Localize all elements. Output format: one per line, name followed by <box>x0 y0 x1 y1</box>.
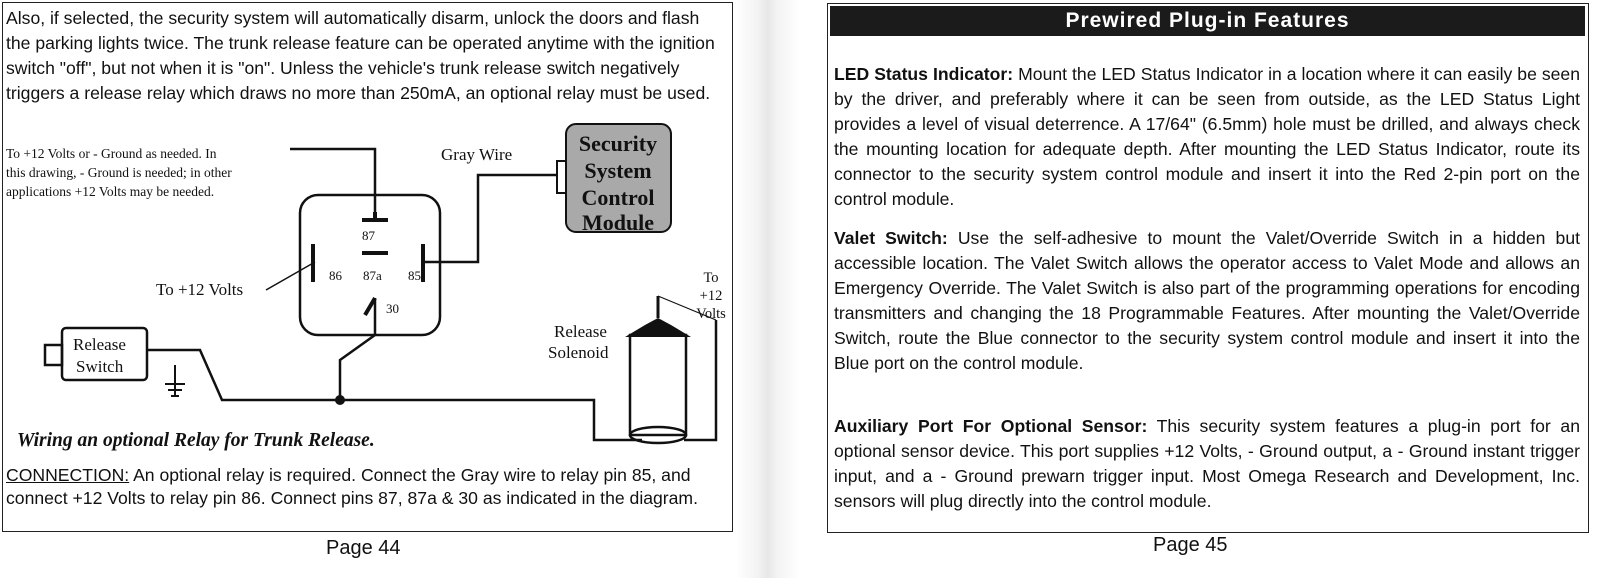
pin-30-label: 30 <box>386 301 399 316</box>
gray-wire <box>422 175 558 262</box>
left-page <box>0 0 735 578</box>
section-header: Prewired Plug-in Features <box>830 6 1585 36</box>
pin-87a-label: 87a <box>363 268 382 283</box>
feature-valet-switch <box>834 226 1580 376</box>
feature-title: Auxiliary Port For Optional Sensor: <box>834 416 1148 436</box>
module-line-1: Security <box>578 131 658 156</box>
gray-wire-label: Gray Wire <box>441 145 513 164</box>
to-12-volts-label: To +12 Volts <box>156 280 244 299</box>
feature-text: Mount the LED Status Indicator in a location where it can easily be seen by the driver, and preferably where it can be seen from outside, as the LED Status Light provides a level of visual deterrence. A 17/64" (6.5mm) hole must be drilled, and always check the mounting location for adequate depth. After mounting the LED Status Indicator, route its connector to the security system control module and insert it into the Red 2-pin port on the control module. <box>834 64 1581 209</box>
feature-led-status <box>834 62 1580 212</box>
page-number-right: Page 45 <box>1153 534 1228 556</box>
pin-87-label: 87 <box>362 228 375 243</box>
release-switch-line-2: Switch <box>76 357 124 376</box>
right-page <box>800 0 1617 578</box>
feature-auxiliary-port <box>834 414 1580 514</box>
right-page-frame <box>827 3 1589 533</box>
module-line-4: Module <box>581 210 655 235</box>
right-12-line-3: Volts <box>696 306 726 322</box>
relay-body <box>300 195 440 335</box>
solenoid-line-2: Solenoid <box>548 343 609 362</box>
connection-label: CONNECTION: <box>6 465 130 485</box>
feature-text: Use the self-adhesive to mount the Valet/Override Switch in a hidden but accessible location. The Valet Switch allows the operator access to Valet Mode and allows an Emergency Override. The Valet Switch is also part of the programming operations for encoding transmitters and changing the 18 Programmable Features. After mounting the Valet/Override Switch, route the Blue connector to the security system control module and insert it into the Blue port on the control module. <box>834 228 1580 373</box>
intro-paragraph: Also, if selected, the security system will automatically disarm, unlock the doors and flash the parking lights twice. The trunk release feature can be operated anytime with the ignition switch "off", but not when it is "on". Unless the vehicle's trunk release switch negatively triggers a release relay which draws no more than 250mA, an optional relay must be used. <box>6 8 715 103</box>
note-line-1: To +12 Volts or - Ground as needed. In <box>6 146 217 161</box>
feature-title: LED Status Indicator: <box>834 64 1014 84</box>
connection-text: An optional relay is required. Connect the Gray wire to relay pin 85, and connect +12 Volts to relay pin 86. Connect pins 87, 87a & 30 as indicated in the diagram. <box>6 465 698 508</box>
solenoid-body <box>630 335 686 435</box>
release-wire <box>146 350 642 440</box>
note-line-3: applications +12 Volts may be needed. <box>6 184 215 199</box>
note-line-2: this drawing, - Ground is needed; in other <box>6 165 232 180</box>
page-number-left: Page 44 <box>326 537 401 559</box>
connection-paragraph <box>6 464 728 510</box>
feature-title: Valet Switch: <box>834 228 948 248</box>
relay-wiring-diagram <box>0 0 735 460</box>
right-12-line-1: To <box>703 270 719 286</box>
right-12-line-2: +12 <box>699 288 723 304</box>
diagram-caption: Wiring an optional Relay for Trunk Release. <box>17 430 375 451</box>
pin-85-label: 85 <box>408 268 421 283</box>
release-switch-line-1: Release <box>73 335 126 354</box>
module-line-2: System <box>584 158 652 183</box>
module-line-3: Control <box>581 185 655 210</box>
solenoid-line-1: Release <box>554 322 607 341</box>
pin-86-label: 86 <box>329 268 342 283</box>
wire-30 <box>340 298 375 400</box>
feature-text: This security system features a plug-in port for an optional sensor device. This port supplies +12 Volts, - Ground output, a - Ground instant trigger input, and a - Ground prewarn trigger input. Most Omega Research and Development, Inc. sensors will plug directly into the control module. <box>834 416 1580 511</box>
book-spine <box>735 0 800 578</box>
